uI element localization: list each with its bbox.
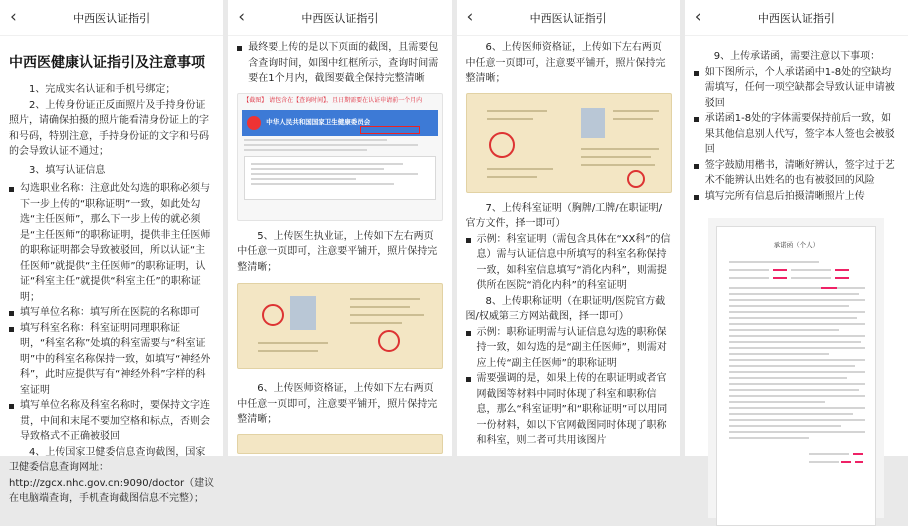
nav-bar: [228, 0, 451, 36]
step-9-list: [694, 65, 899, 205]
step-9: 9、上传承诺函，需要注意以下事项：: [713, 51, 881, 62]
result-table: [244, 156, 436, 200]
nav-title: 中西医认证指引: [73, 11, 151, 25]
step-4: 4、上传国家卫健委信息查询截图，国家卫健委信息查询网址：http://zgcx.nhc.gov.cn:9090/doctor（建议在电脑端查询，手机查询截图信息不完整）；: [9, 446, 215, 504]
step-3-list: [9, 181, 214, 445]
list-item: 示例：职称证明需与认证信息勾选的职称保持一致，如勾选的是“副主任医师”，则需对应上传“副主任医师”的职称证明: [466, 325, 671, 372]
list-item: 需要强调的是，如果上传的在职证明或者官网截图等材料中同时体现了科室和职称信息，那么“科室证明”和“职称证明”可以用同一份材料，如以下官网截图同时体现了职称和科室，则二者可共用该图片: [466, 371, 671, 449]
commitment-letter-photo: [708, 218, 884, 518]
commitment-letter-page: [716, 226, 876, 526]
step-7: 7、上传科室证明（胸牌/工牌/在职证明/官方文件，择一即可）: [465, 202, 662, 229]
phone-screen-4: [685, 0, 908, 456]
list-item: 勾选职业名称：注意此处勾选的职称必须与下一步上传的“职称证明”一致，如此处勾选“主任医师”，那么下一步上传的就必须是“主任医师”的职称证明，提供非主任医师的职称证明都会导致被驳回，所以认证“主任医师”就提供“主任医师”的职称证明，认证“科室主任”就提供“科室主任”的职称证明；: [9, 181, 214, 305]
list-item: 填写单位名称：填写所在医院的名称即可: [9, 305, 214, 321]
list-item: 填写完所有信息后拍摄清晰照片上传: [694, 189, 899, 205]
screenshot-caption: 【截图】 请包含在【查询时间】，且日期需要在认证申请前一个月内: [243, 96, 423, 104]
chevron-left-icon[interactable]: ‹: [466, 7, 474, 27]
list-item: 如下图所示，个人承诺函中1-8处的空缺均需填写，任何一项空缺都会导致认证申请被驳回: [694, 65, 899, 112]
screenshot-banner: [242, 110, 438, 136]
page-title: 中西医健康认证指引及注意事项: [9, 55, 205, 71]
chevron-left-icon[interactable]: ‹: [694, 7, 702, 27]
nav-bar: [0, 0, 223, 36]
phone-screen-2: [228, 0, 451, 456]
nav-title: 中西医认证指引: [301, 11, 379, 25]
step-1: 1、完成实名认证和手机号绑定；: [29, 84, 176, 95]
list-item: 示例：科室证明（需包含具体在“XX科”的信息）需与认证信息中所填写的科室名称保持一致，如科室信息填写“消化内科”，则需提供所在医院“消化内科”的科室证明: [466, 232, 671, 294]
list-item: 签字鼓励用楷书，清晰好辨认，签字过于艺术不能辨认出姓名的也有被驳回的风险: [694, 158, 899, 189]
nav-title: 中西医认证指引: [757, 11, 835, 25]
step-2: 2、上传身份证正反面照片及手持身份证照片，请确保拍摄的照片能看清身份证上的字和号码，特别注意，手持身份证的文字和号码的会导致认证不通过；: [9, 99, 209, 157]
step-4-list: [237, 40, 442, 87]
list-item: 填写单位名称及科室名称时，要保持文字连贯，中间和末尾不要加空格和标点，否则会导致格式不正确被驳回: [9, 398, 214, 445]
list-item: 最终要上传的是以下页面的截图，且需要包含查询时间，如图中红框所示，查询时间需要在1个月内，截图要截全保持完整清晰: [237, 40, 442, 87]
article-body: [457, 36, 680, 449]
nav-title: 中西医认证指引: [529, 11, 607, 25]
highlight-box: [360, 126, 420, 134]
step-8: 8、上传职称证明（在职证明/医院官方截图/权威第三方网站截图，择一即可）: [465, 295, 666, 322]
commitment-letter-title: 承诺函（个人）: [773, 241, 820, 249]
chevron-left-icon[interactable]: ‹: [238, 7, 246, 27]
step-3: 3、填写认证信息: [29, 164, 106, 176]
list-item: 填写科室名称：科室证明同理职称证明，“科室名称”处填的科室需要与“科室证明”中的科室名称保持一致，如填写“神经外科”，此时应提供写有“神经外科”字样的科室证明: [9, 321, 214, 399]
article-body: [685, 36, 908, 518]
article-body: [0, 36, 223, 507]
step-6: 6、上传医师资格证，上传如下左右两页中任意一页即可，注意要平铺开，照片保持完整清晰；: [237, 383, 438, 425]
step-5: 5、上传医生执业证，上传如下左右两页中任意一页即可，注意要平铺开，照片保持完整清晰；: [237, 230, 438, 273]
nav-bar: [685, 0, 908, 36]
query-screenshot: [237, 93, 443, 221]
phone-screen-1: [0, 0, 223, 504]
qualification-photo-preview: [237, 434, 443, 454]
banner-title: 中华人民共和国国家卫生健康委员会: [266, 117, 371, 126]
practice-license-photo: [237, 283, 443, 369]
chevron-left-icon[interactable]: ‹: [10, 7, 17, 27]
step-6: 6、上传医师资格证，上传如下左右两页中任意一页即可，注意要平铺开，照片保持完整清晰；: [465, 42, 666, 84]
step-8-list: [466, 325, 671, 449]
article-body: [228, 36, 451, 454]
list-item: 承诺函1-8处的字体需要保持前后一致，如果其他信息别人代写，签字本人签也会被驳回: [694, 111, 899, 158]
emblem-icon: [247, 116, 261, 130]
phone-screen-3: [457, 0, 680, 456]
nav-bar: [457, 0, 680, 36]
step-7-list: [466, 232, 671, 294]
qualification-certificate-photo: [466, 93, 672, 193]
